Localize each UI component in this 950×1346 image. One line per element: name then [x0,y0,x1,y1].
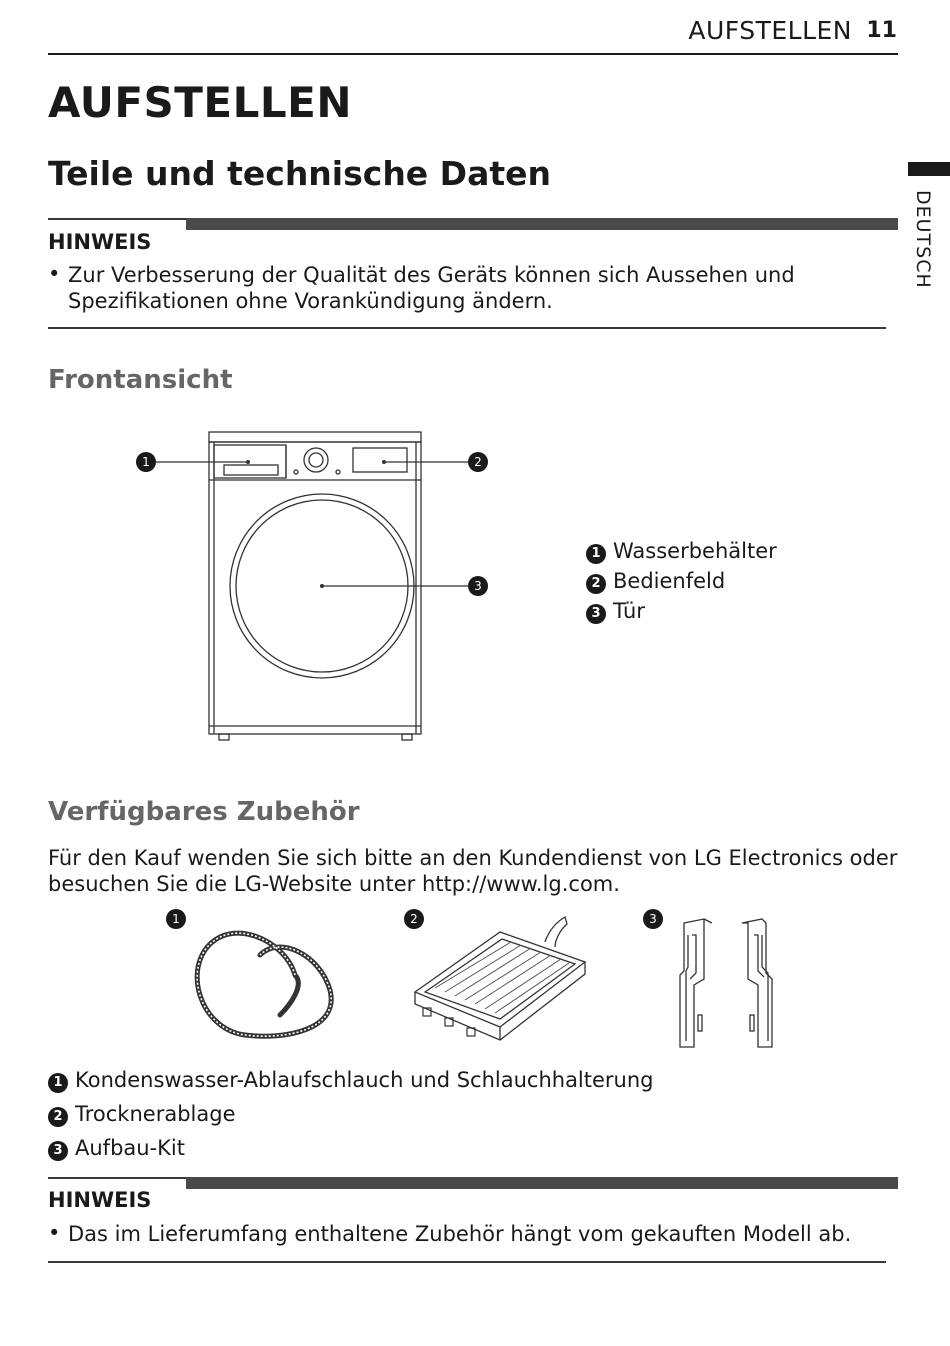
note2-title: HINWEIS [48,1188,152,1212]
accessory-legend-item [48,1131,654,1165]
legend-label: Trocknerablage [75,1102,236,1126]
language-tab-label: DEUTSCH [912,190,934,289]
drying-rack-illustration [405,912,590,1057]
note2-bullet: • [48,1221,61,1245]
legend-label: Bedienfeld [613,569,726,593]
accessories-intro: Für den Kauf wenden Sie sich bitte an den Kundendienst von LG Electronics oder besuchen Sie die LG-Website unter http://www.lg.com. [48,846,898,896]
legend-number: 3 [586,604,606,624]
note2-rule-thick [186,1177,898,1189]
legend-number: 1 [586,544,606,564]
note1-bullet: • [48,262,61,286]
legend-label: Aufbau-Kit [75,1136,185,1160]
legend-label: Wasserbehälter [613,539,777,563]
running-header-title: AUFSTELLEN [688,16,852,45]
chapter-title: AUFSTELLEN [48,78,352,127]
note1-text: Zur Verbesserung der Qualität des Geräts können sich Aussehen und Spezifikationen ohne Vorankündigung ändern. [68,263,795,313]
legend-number: 2 [586,574,606,594]
front-callout-2: 2 [468,452,488,472]
page-number: 11 [866,18,897,43]
note1-title: HINWEIS [48,230,152,254]
accessory-legend-item [48,1097,654,1131]
accessories-legend [48,1063,654,1165]
language-tab-marker [908,162,950,176]
note2-bottom-rule [48,1261,886,1263]
front-view-title: Frontansicht [48,365,233,395]
accessory-callout-3: 3 [643,909,663,929]
front-legend [586,536,777,626]
note2-text: Das im Lieferumfang enthaltene Zubehör hängt vom gekauften Modell ab. [68,1222,852,1246]
front-callout-1: 1 [136,452,156,472]
note2-rule-thin [48,1177,186,1179]
header-rule [48,53,898,55]
legend-label: Kondenswasser-Ablaufschlauch und Schlauchhalterung [75,1068,654,1092]
accessory-callout-1: 1 [166,909,186,929]
legend-number: 1 [48,1073,68,1093]
accessories-title: Verfügbares Zubehör [48,797,360,827]
drain-hose-illustration [190,920,340,1045]
note1-rule-thin [48,218,186,220]
legend-number: 3 [48,1141,68,1161]
dryer-front-illustration [120,420,520,750]
section-title: Teile und technische Daten [48,154,551,193]
note1-bottom-rule [48,327,886,329]
front-legend-item [586,566,777,596]
legend-number: 2 [48,1107,68,1127]
front-legend-item [586,536,777,566]
front-callout-3: 3 [468,576,488,596]
stacking-kit-illustration [672,915,787,1055]
note1-rule-thick [186,218,898,230]
accessory-legend-item [48,1063,654,1097]
front-legend-item [586,596,777,626]
accessory-callout-2: 2 [404,909,424,929]
legend-label: Tür [613,599,645,623]
